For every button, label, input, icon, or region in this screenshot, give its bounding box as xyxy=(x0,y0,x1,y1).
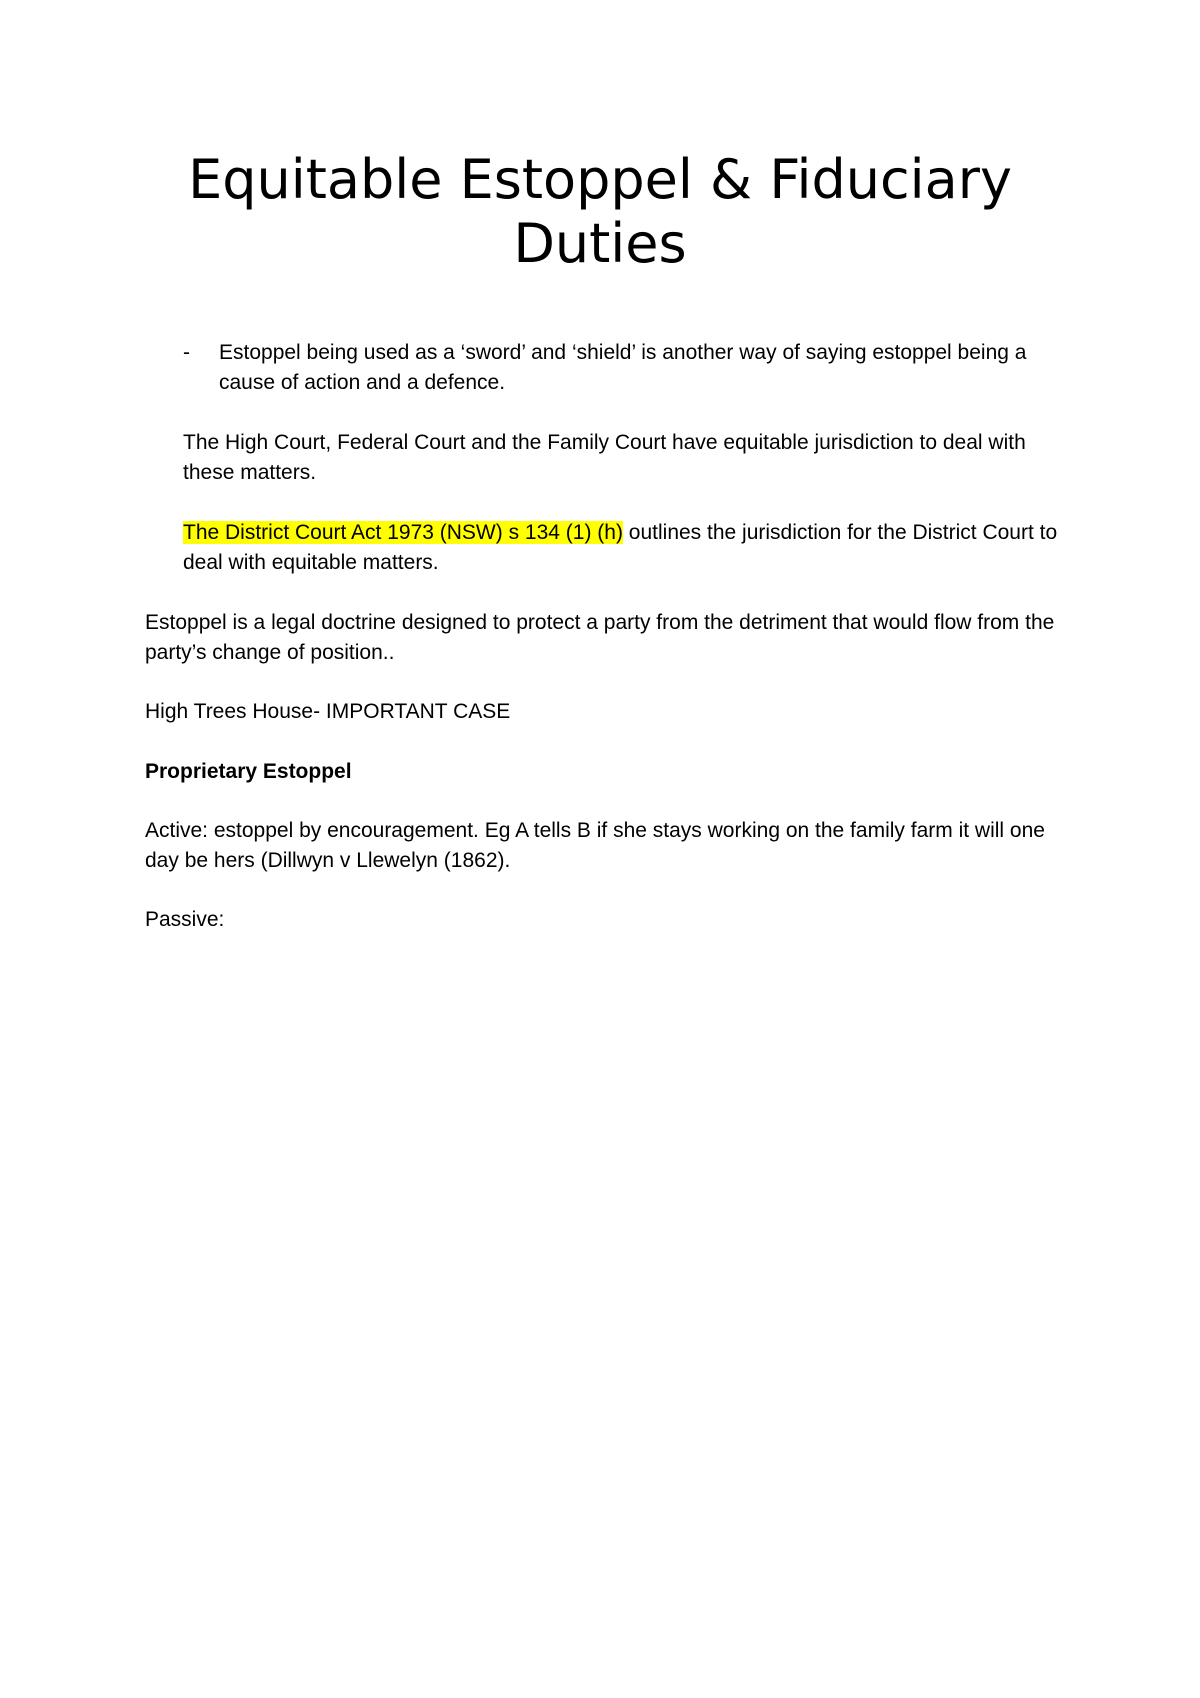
bullet-item xyxy=(183,338,1063,398)
district-court-paragraph xyxy=(183,518,1063,578)
document-title: Equitable Estoppel & Fiduciary Duties xyxy=(188,148,1012,275)
highlighted-citation: The District Court Act 1973 (NSW) s 134 (1) (h) xyxy=(183,521,623,544)
high-court-paragraph: The High Court, Federal Court and the Family Court have equitable jurisdiction to deal with these matters. xyxy=(183,431,1026,484)
estoppel-definition-paragraph: Estoppel is a legal doctrine designed to protect a party from the detriment that would flow from the party’s change of position.. xyxy=(145,611,1055,664)
passive-estoppel-paragraph: Passive: xyxy=(145,908,225,931)
high-trees-paragraph: High Trees House- IMPORTANT CASE xyxy=(145,700,511,723)
proprietary-estoppel-heading: Proprietary Estoppel xyxy=(145,760,352,783)
bullet-text: Estoppel being used as a ‘sword’ and ‘shield’ is another way of saying estoppel being a cause of action and a defence. xyxy=(219,341,1027,394)
bullet-dash: - xyxy=(183,341,190,364)
active-estoppel-paragraph: Active: estoppel by encouragement. Eg A tells B if she stays working on the family farm it will one day be hers (Dillwyn v Llewelyn (1862). xyxy=(145,819,1045,872)
district-court-rest: outlines the jurisdiction for the District Court to deal with equitable matters. xyxy=(183,521,1058,574)
